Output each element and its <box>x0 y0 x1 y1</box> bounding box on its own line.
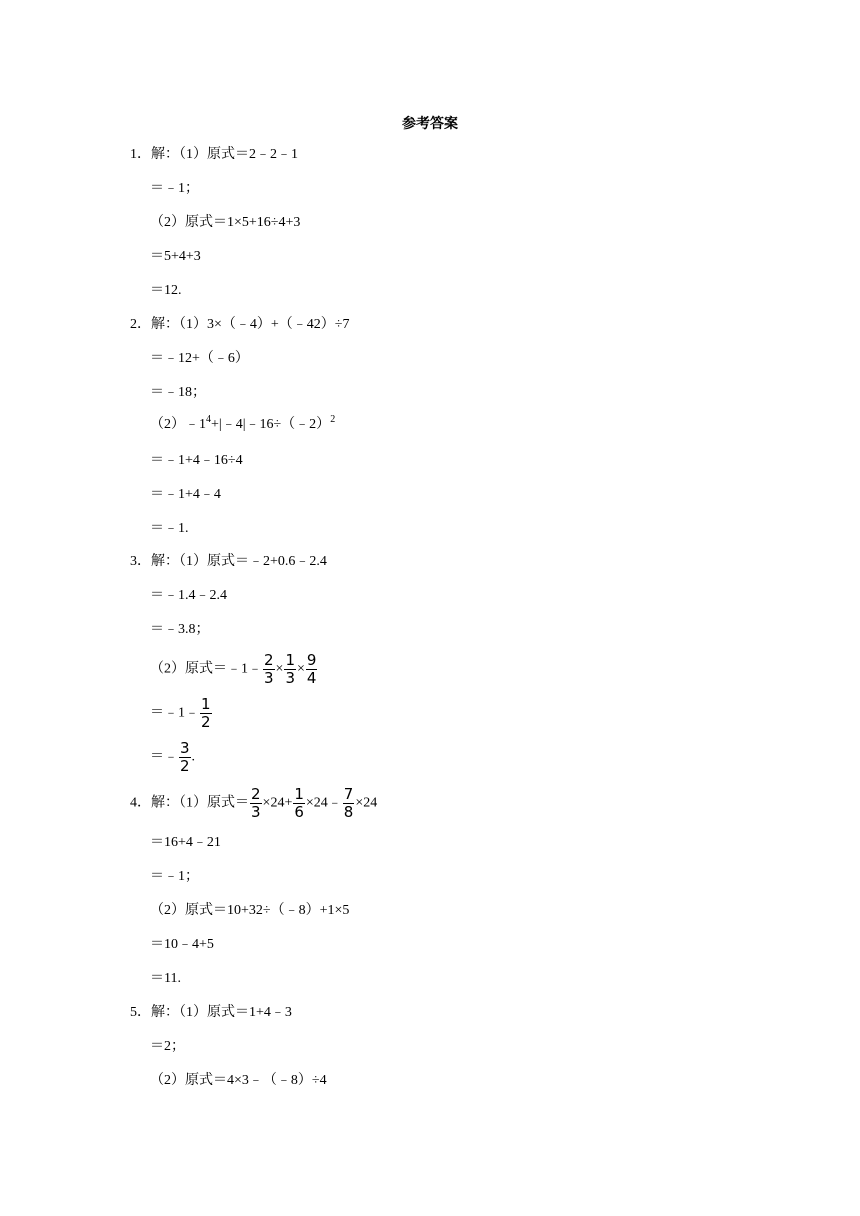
solution-line: ＝12. <box>150 283 182 298</box>
expr-part: . <box>191 749 196 765</box>
fraction: $\frac{1}{3}$ <box>285 651 295 687</box>
solution-line-3-3 <box>150 696 213 731</box>
operator: ×24+ <box>262 795 293 811</box>
solution-line: ＝﹣12+（﹣6） <box>150 351 249 366</box>
fraction: $\frac{1}{2}$ <box>201 695 211 731</box>
exponent: 4 <box>206 414 211 425</box>
solution-line: ＝﹣3.8； <box>150 622 210 637</box>
fraction: $\frac{2}{3}$ <box>264 651 274 687</box>
solution-line: 2．解：（1）3×（﹣4）+（﹣42）÷7 <box>130 317 350 332</box>
solution-line: 1．解：（1）原式＝2﹣2﹣1 <box>130 147 298 162</box>
operator: × <box>275 661 284 677</box>
fraction: $\frac{2}{3}$ <box>251 785 261 821</box>
solution-line: ＝﹣1+4﹣4 <box>150 487 221 502</box>
expr-part: （2）原式＝﹣1﹣ <box>150 661 262 677</box>
solution-line: ＝﹣1+4﹣16÷4 <box>150 453 243 468</box>
expr-part: 4．解：（1）原式＝ <box>130 795 249 811</box>
fraction: $\frac{3}{2}$ <box>180 739 190 775</box>
page-title: 参考答案 <box>402 117 458 132</box>
fraction: $\frac{9}{4}$ <box>306 651 317 687</box>
expr-part: ＝﹣1﹣ <box>150 705 199 721</box>
operator: ×24﹣ <box>305 795 342 811</box>
solution-line: （2）原式＝1×5+16÷4+3 <box>150 215 301 230</box>
expr-part: （2）﹣1 <box>150 417 206 432</box>
solution-line: ＝10﹣4+5 <box>150 937 214 952</box>
solution-line: （2）原式＝4×3﹣（﹣8）÷4 <box>150 1073 327 1088</box>
solution-line: ＝﹣1； <box>150 869 199 884</box>
solution-line: 5．解：（1）原式＝1+4﹣3 <box>130 1005 292 1020</box>
solution-line: ＝﹣18； <box>150 385 206 400</box>
solution-line: ＝﹣1. <box>150 521 189 536</box>
solution-line: 3．解：（1）原式＝﹣2+0.6﹣2.4 <box>130 554 327 569</box>
operator: ×24 <box>355 795 378 811</box>
solution-line-2-2 <box>150 416 335 434</box>
solution-line: ＝11. <box>150 971 181 986</box>
fraction: $\frac{7}{8}$ <box>343 785 354 821</box>
solution-line: （2）原式＝10+32÷（﹣8）+1×5 <box>150 903 350 918</box>
expr-part: ＝﹣ <box>150 749 178 765</box>
fraction: $\frac{1}{6}$ <box>294 785 304 821</box>
solution-line: ＝﹣1； <box>150 181 199 196</box>
operator: × <box>297 661 305 677</box>
expr-part: +|﹣4|﹣16÷（﹣2） <box>211 417 331 432</box>
exponent: 2 <box>330 414 336 425</box>
solution-line: ＝16+4﹣21 <box>150 835 221 850</box>
solution-line-3-4 <box>150 740 195 775</box>
solution-line: ＝5+4+3 <box>150 249 201 264</box>
solution-line-4-1 <box>130 786 377 821</box>
solution-line: ＝2； <box>150 1039 185 1054</box>
solution-line: ＝﹣1.4﹣2.4 <box>150 588 227 603</box>
solution-line-3-2 <box>150 652 318 687</box>
